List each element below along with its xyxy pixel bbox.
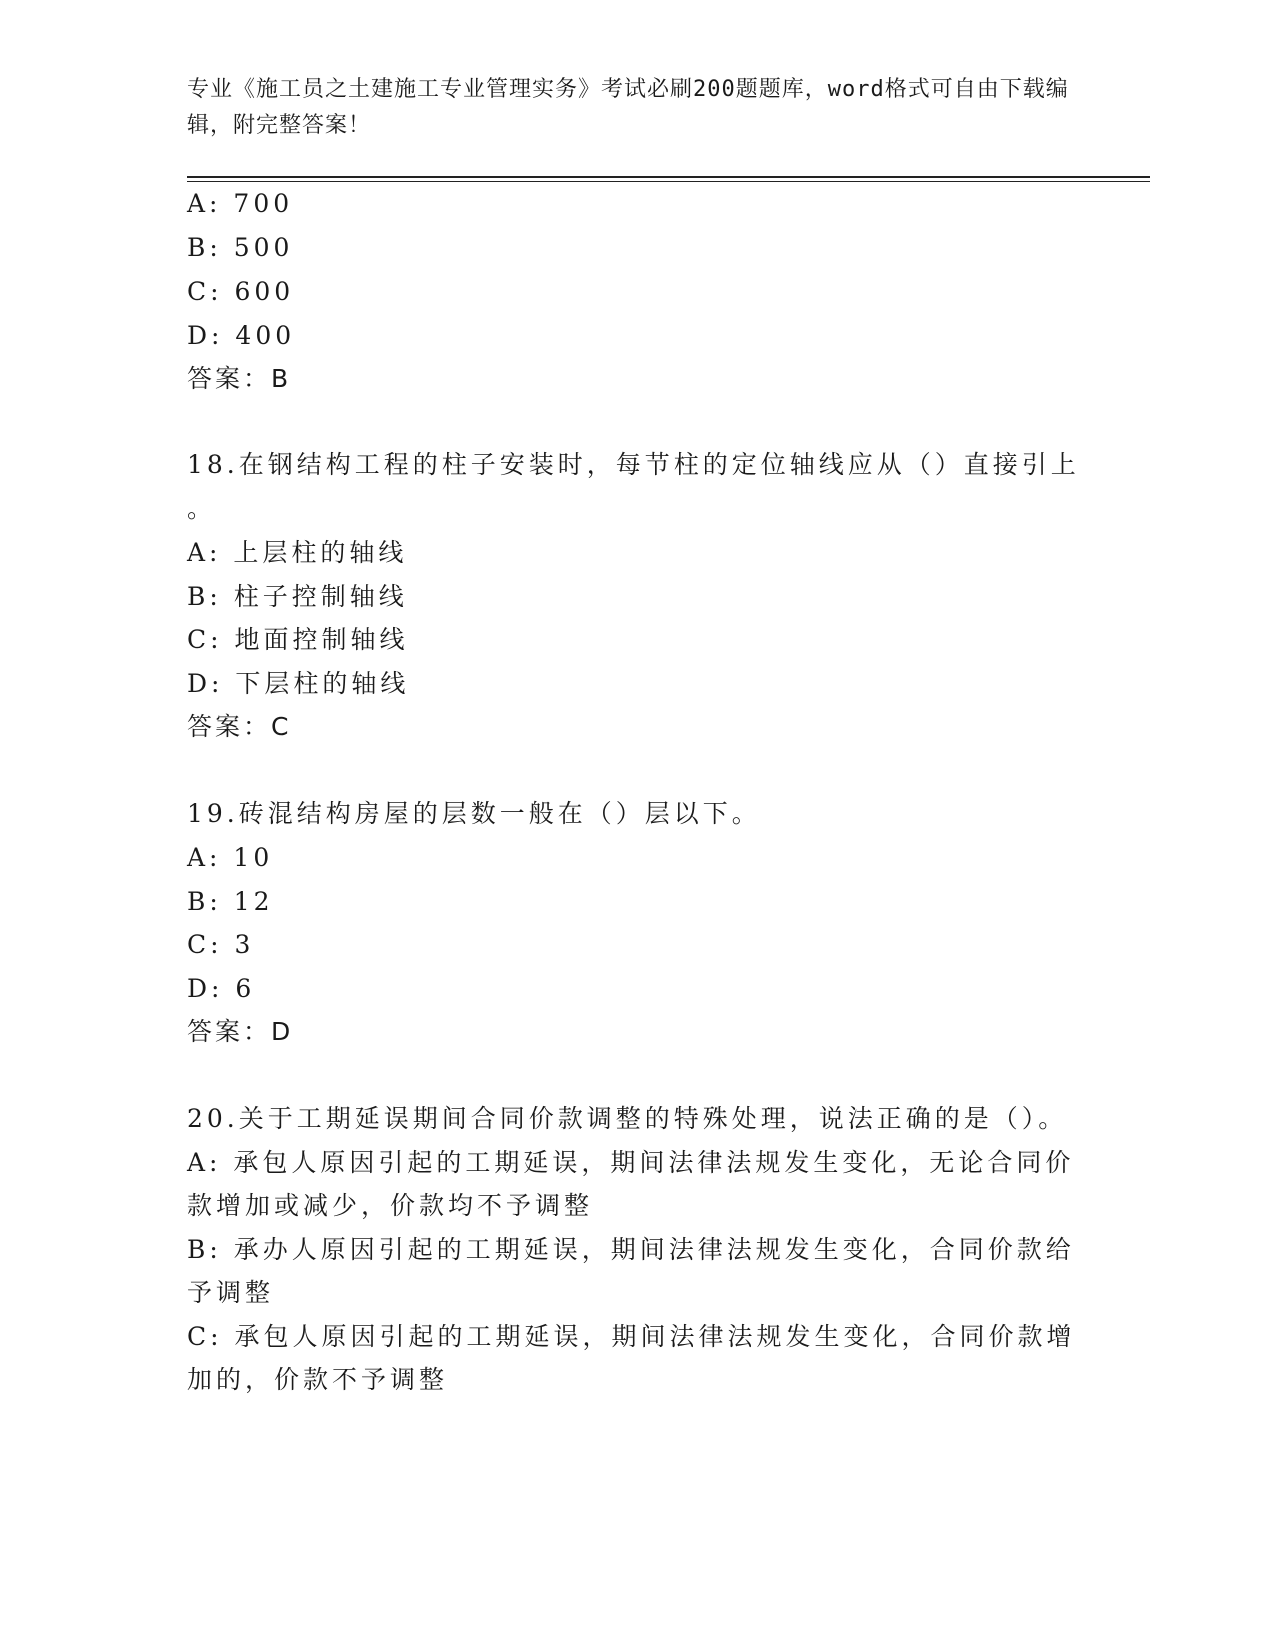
q19-stem: 19.砖混结构房屋的层数一般在（）层以下。 — [187, 799, 761, 828]
q19-option-d: D: 6 — [187, 974, 256, 1003]
q18-option-a: A: 上层柱的轴线 — [187, 538, 408, 567]
q17-answer: 答案：B — [187, 364, 292, 393]
q20-option-a-line1: A: 承包人原因引起的工期延误，期间法律法规发生变化，无论合同价 — [187, 1148, 1075, 1177]
q20-stem: 20.关于工期延误期间合同价款调整的特殊处理，说法正确的是（）。 — [187, 1104, 1068, 1133]
q20-option-c-line1: C: 承包人原因引起的工期延误，期间法律法规发生变化，合同价款增 — [187, 1322, 1076, 1351]
q18-option-b: B: 柱子控制轴线 — [187, 582, 408, 611]
q20-option-c-line2: 加的，价款不予调整 — [187, 1365, 449, 1394]
q20-option-b-line2: 予调整 — [187, 1278, 275, 1307]
q17-option-b: B: 500 — [187, 233, 294, 262]
q19-option-a: A: 10 — [187, 843, 274, 872]
q19-answer: 答案：D — [187, 1017, 294, 1046]
header-divider-thin — [187, 181, 1150, 182]
q19-option-b: B: 12 — [187, 887, 274, 916]
page-header: 专业《施工员之土建施工专业管理实务》考试必刷200题题库，word格式可自由下载编辑，附完整答案！ — [187, 77, 1069, 138]
q18-stem-line2: 。 — [187, 494, 217, 523]
q17-option-c: C: 600 — [187, 277, 295, 306]
q18-option-c: C: 地面控制轴线 — [187, 625, 409, 654]
q17-option-d: D: 400 — [187, 321, 296, 350]
q18-answer: 答案：C — [187, 712, 292, 741]
q20-option-a-line2: 款增加或减少，价款均不予调整 — [187, 1191, 594, 1220]
q18-option-d: D: 下层柱的轴线 — [187, 669, 410, 698]
q17-option-a: A: 700 — [187, 189, 294, 218]
q18-stem-line1: 18.在钢结构工程的柱子安装时，每节柱的定位轴线应从（）直接引上 — [187, 450, 1080, 479]
q19-option-c: C: 3 — [187, 930, 255, 959]
q20-option-b-line1: B: 承办人原因引起的工期延误，期间法律法规发生变化，合同价款给 — [187, 1235, 1075, 1264]
header-divider-thick — [187, 176, 1150, 178]
